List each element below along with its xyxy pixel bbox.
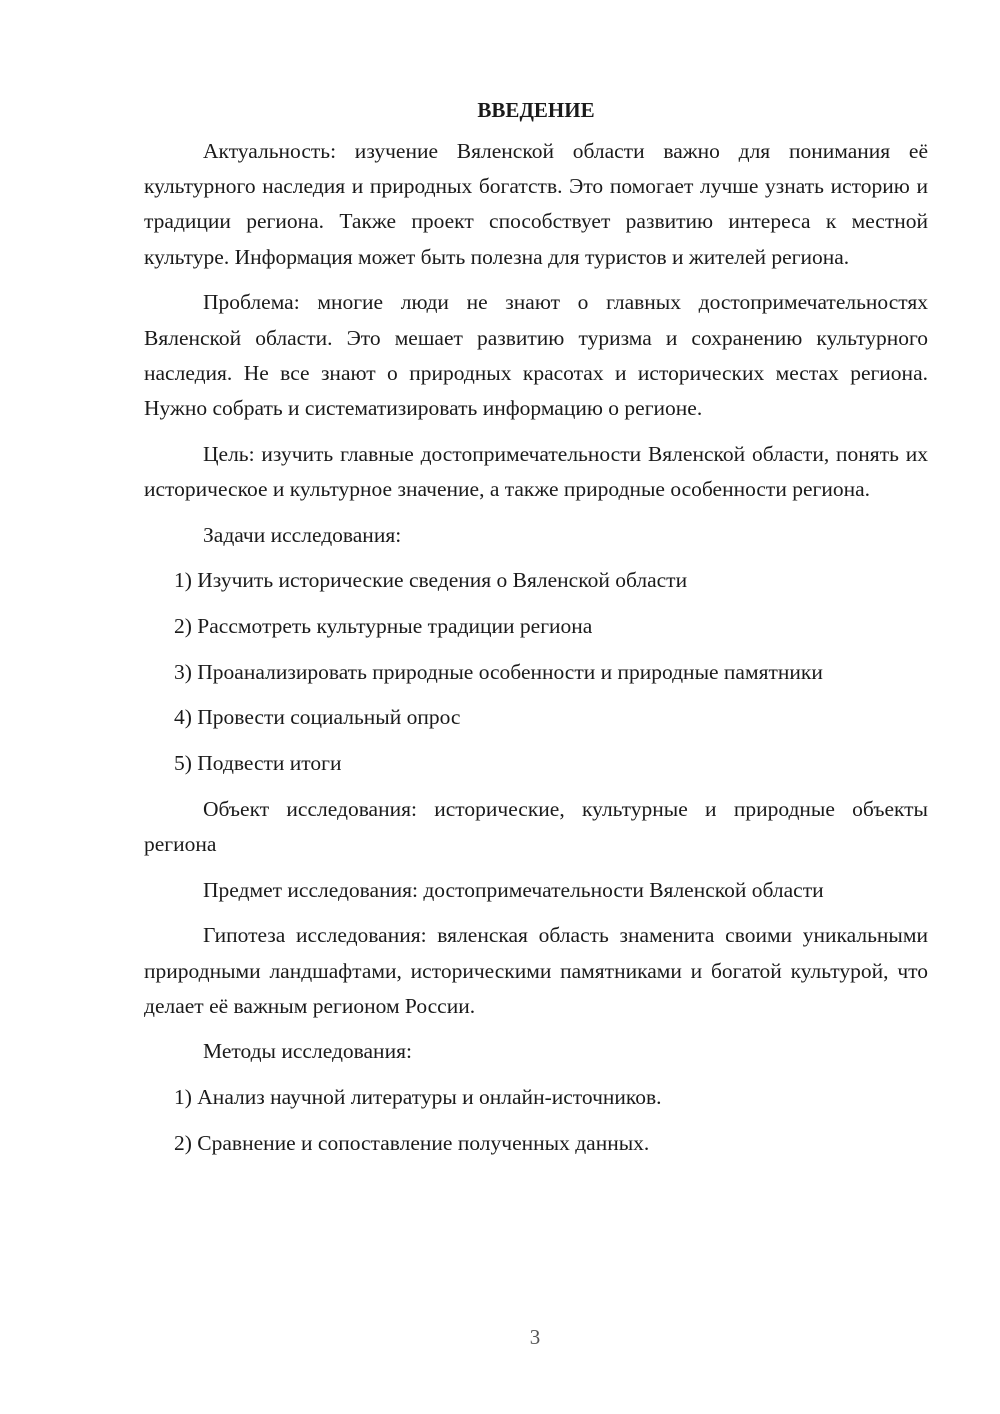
methods-heading: Методы исследования: <box>203 1039 412 1064</box>
relevance-paragraph: Актуальность: изучение Вяленской области важно для понимания её культурного наследия и природных богатств. Это помогает лучше узнать историю и традиции региона. Также проект способствует развитию интереса к местной культуре. Информация может быть полезна для туристов и жителей региона. <box>144 139 928 269</box>
task-item: 5) Подвести итоги <box>174 751 342 776</box>
task-item: 1) Изучить исторические сведения о Вяленской области <box>174 568 688 593</box>
task-item: 4) Провести социальный опрос <box>174 705 461 730</box>
document-page <box>144 92 928 1172</box>
task-item: 2) Рассмотреть культурные традиции региона <box>174 613 593 638</box>
goal-paragraph: Цель: изучить главные достопримечательности Вяленской области, понять их историческое и культурное значение, а также природные особенности региона. <box>144 441 928 501</box>
method-item: 1) Анализ научной литературы и онлайн-источников. <box>174 1085 662 1110</box>
tasks-heading: Задачи исследования: <box>203 522 402 547</box>
method-item: 2) Сравнение и сопоставление полученных данных. <box>174 1130 650 1155</box>
problem-paragraph: Проблема: многие люди не знают о главных достопримечательностях Вяленской области. Это мешает развитию туризма и сохранению культурного наследия. Не все знают о природных красотах и исторических местах региона. Нужно собрать и систематизировать информацию о регионе. <box>144 290 928 420</box>
object-paragraph: Объект исследования: исторические, культурные и природные объекты региона <box>144 796 928 856</box>
subject-paragraph: Предмет исследования: достопримечательности Вяленской области <box>203 877 824 902</box>
task-item: 3) Проанализировать природные особенности и природные памятники <box>174 659 823 684</box>
section-title: ВВЕДЕНИЕ <box>477 98 595 122</box>
page-number: 3 <box>529 1325 541 1349</box>
hypothesis-paragraph: Гипотеза исследования: вяленская область знаменита своими уникальными природными ландшафтами, историческими памятниками и богатой культурой, что делает её важным регионом России. <box>144 923 928 1018</box>
